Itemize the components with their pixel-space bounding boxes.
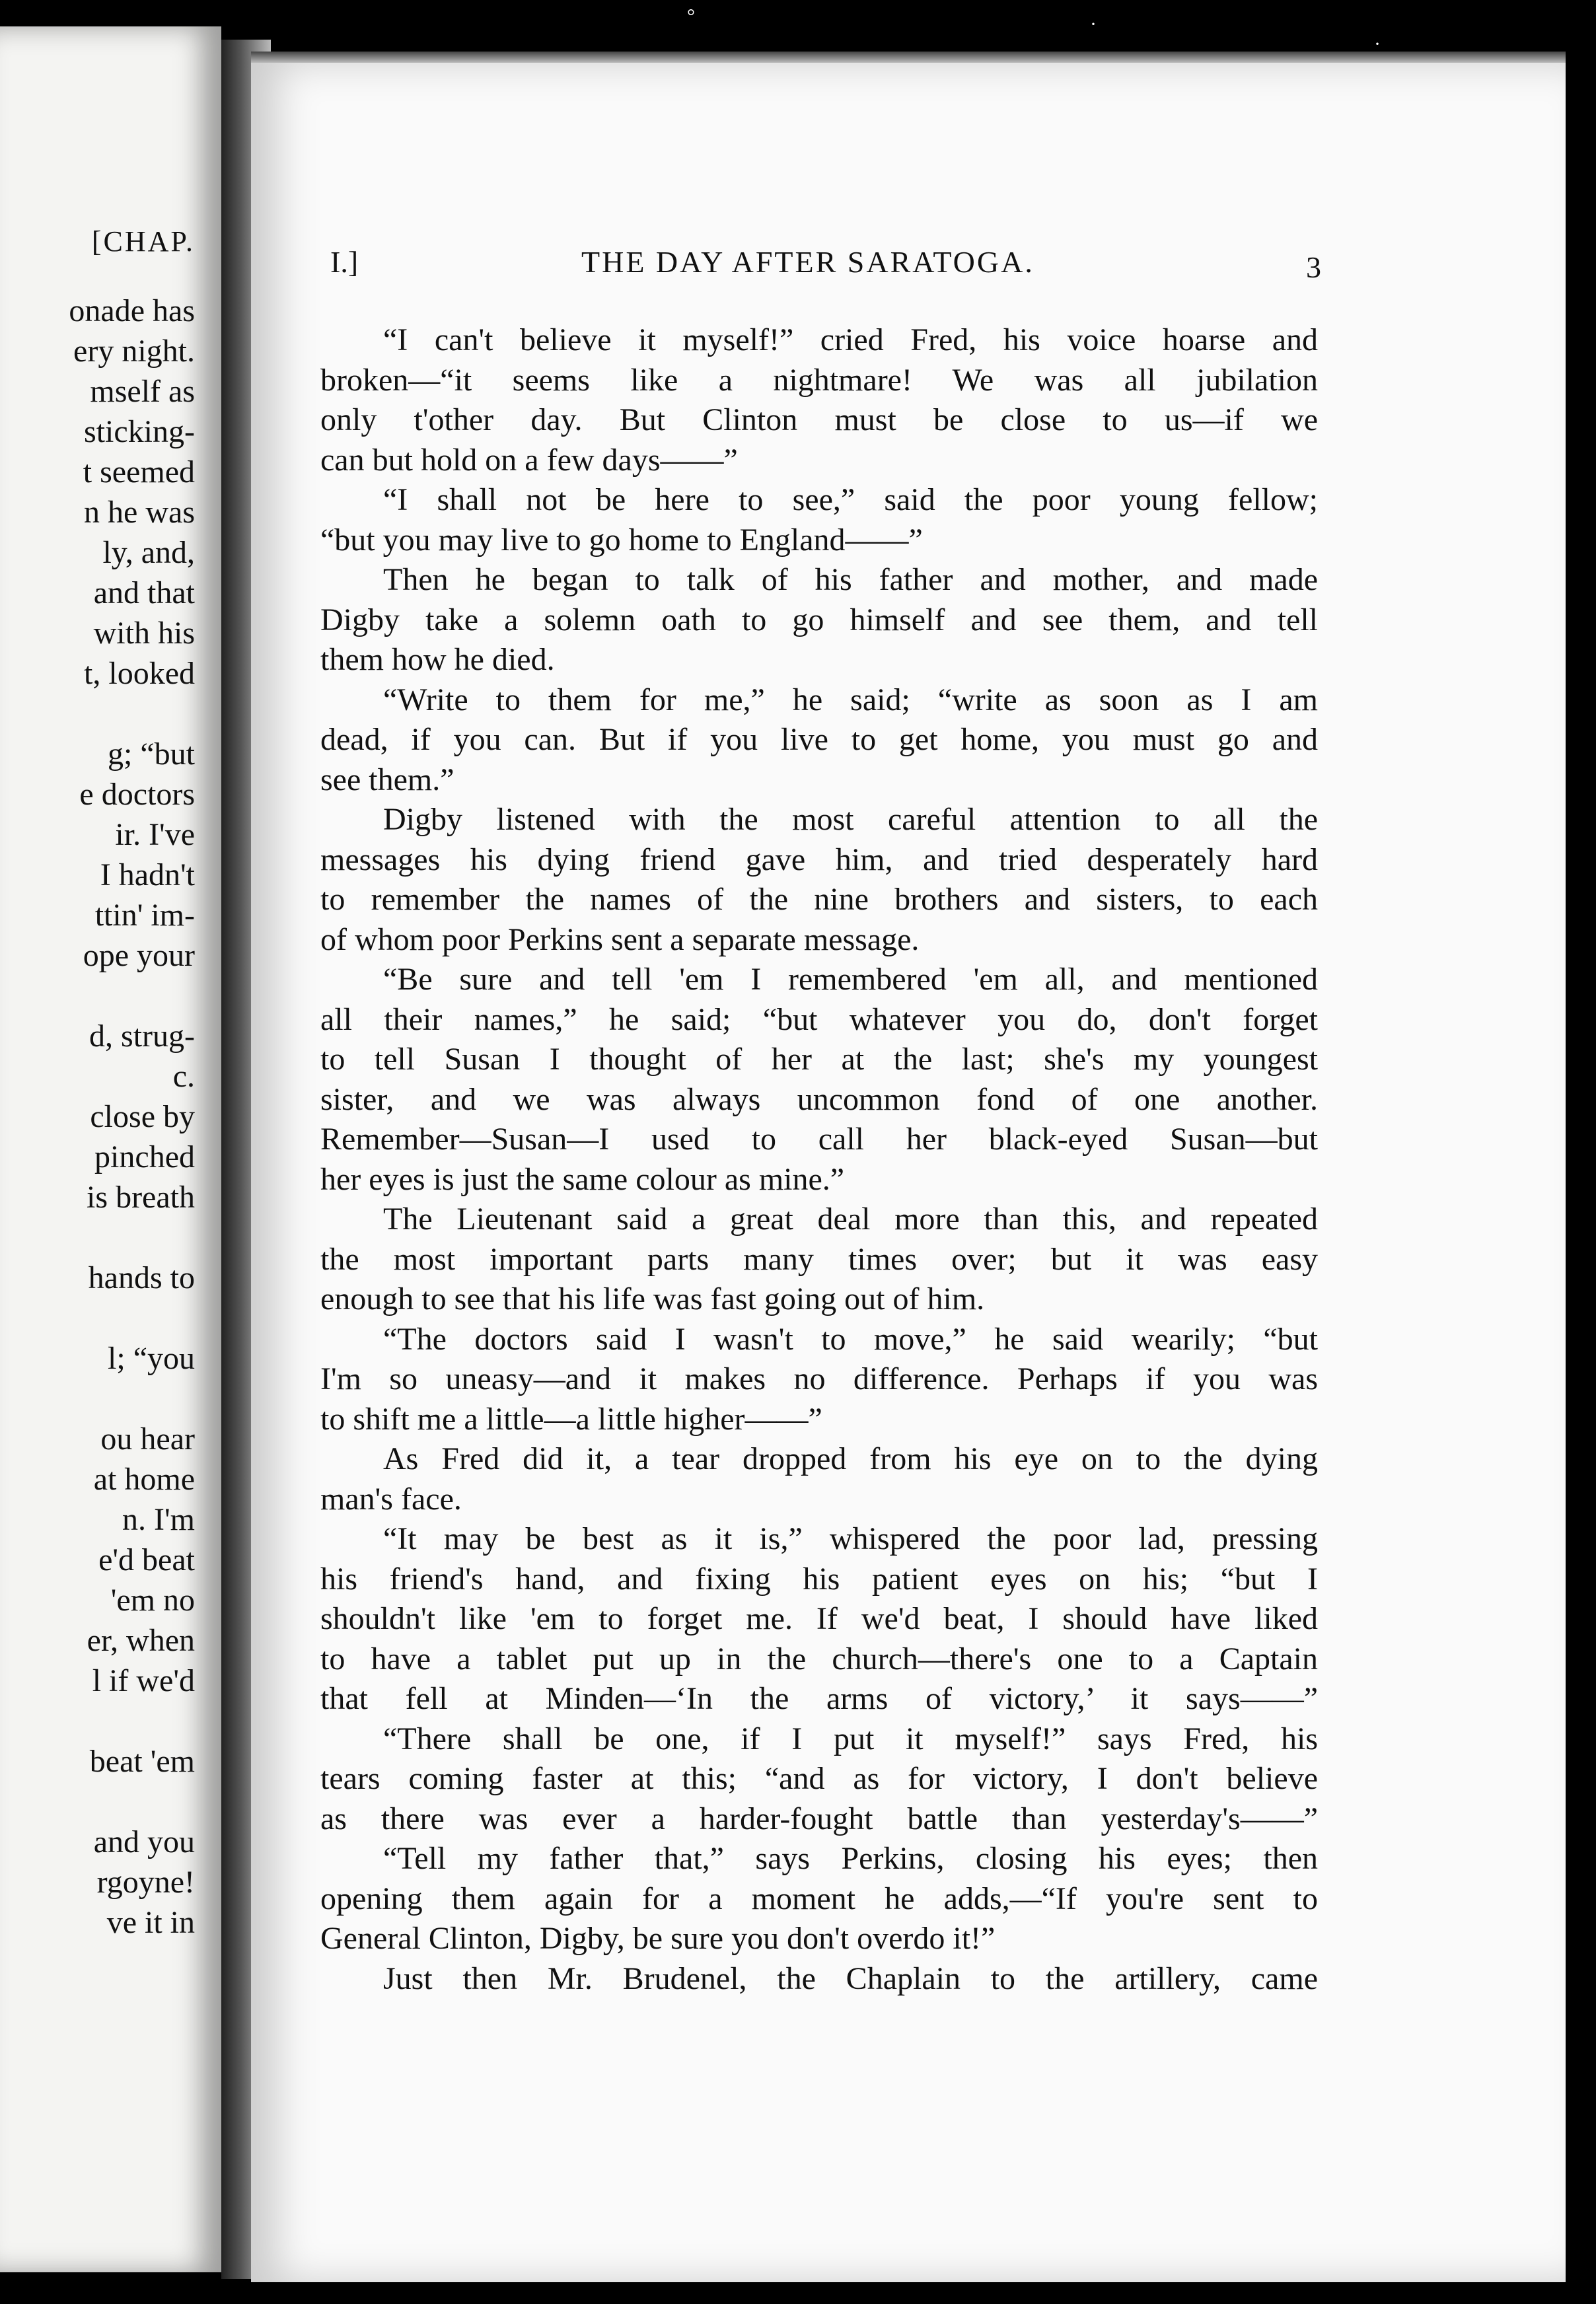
left-page-line bbox=[0, 976, 195, 1016]
left-page-line bbox=[0, 1217, 195, 1258]
page-title: THE DAY AFTER SARATOGA. bbox=[581, 245, 1034, 279]
left-page-line: I hadn't bbox=[100, 857, 195, 892]
text-line: of whom poor Perkins sent a separate message. bbox=[320, 921, 920, 957]
text-line: as there was ever a harder-fought battle than yesterday's——” bbox=[320, 1801, 1318, 1836]
text-line: “The doctors said I wasn't to move,” he said wearily; “but bbox=[383, 1321, 1318, 1357]
left-page-line: ou hear bbox=[100, 1422, 195, 1457]
left-page-line: d, strug- bbox=[89, 1019, 195, 1054]
text-line: “Tell my father that,” says Perkins, closing his eyes; then bbox=[383, 1841, 1318, 1876]
left-page-line: sticking- bbox=[84, 414, 195, 449]
left-page-line: is breath bbox=[87, 1180, 195, 1215]
left-page-line: beat 'em bbox=[89, 1744, 195, 1779]
text-line: Just then Mr. Brudenel, the Chaplain to the artillery, came bbox=[383, 1961, 1318, 1996]
text-line: all their names,” he said; “but whatever you do, don't forget bbox=[320, 1001, 1318, 1037]
left-page-line: c. bbox=[172, 1059, 195, 1094]
scan-speck: · bbox=[1374, 33, 1381, 55]
text-line: to tell Susan I thought of her at the last; she's my youngest bbox=[320, 1042, 1318, 1077]
text-line: Remember—Susan—I used to call her black-eyed Susan—but bbox=[320, 1122, 1318, 1157]
left-page-header: [CHAP. bbox=[91, 225, 195, 258]
text-line: “It may be best as it is,” whispered the poor lad, pressing bbox=[383, 1521, 1318, 1556]
text-line: sister, and we was always uncommon fond of one another. bbox=[320, 1081, 1318, 1117]
left-page-line bbox=[0, 1782, 195, 1822]
left-page-line bbox=[0, 1701, 195, 1741]
left-page-line: l; “you bbox=[108, 1341, 195, 1376]
text-line: can but hold on a few days——” bbox=[320, 442, 738, 478]
left-page-line bbox=[0, 694, 195, 734]
left-page-line: ir. I've bbox=[115, 817, 195, 852]
running-head bbox=[330, 244, 1321, 291]
text-line: shouldn't like 'em to forget me. If we'd beat, I should have liked bbox=[320, 1601, 1318, 1636]
text-line: only t'other day. But Clinton must be close to us—if we bbox=[320, 402, 1318, 437]
left-page-line: onade has bbox=[69, 293, 195, 328]
text-line: to have a tablet put up in the church—there's one to a Captain bbox=[320, 1641, 1318, 1676]
text-line: tears coming faster at this; “and as for victory, I don't believe bbox=[320, 1761, 1318, 1796]
text-line: As Fred did it, a tear dropped from his eye on to the dying bbox=[383, 1441, 1318, 1476]
text-line: opening them again for a moment he adds,—“If you're sent to bbox=[320, 1881, 1318, 1916]
text-line: to remember the names of the nine brothers and sisters, to each bbox=[320, 882, 1318, 917]
text-line: them how he died. bbox=[320, 642, 555, 677]
left-page-line: e doctors bbox=[79, 777, 195, 812]
left-page-line: ly, and, bbox=[102, 535, 195, 570]
text-line: broken—“it seems like a nightmare! We was all jubilation bbox=[320, 362, 1318, 398]
text-line: Digby listened with the most careful attention to all the bbox=[383, 802, 1318, 837]
text-line: Then he began to talk of his father and mother, and made bbox=[383, 562, 1318, 597]
text-line: “I can't believe it myself!” cried Fred, his voice hoarse and bbox=[383, 322, 1318, 357]
left-page-line: mself as bbox=[90, 374, 195, 409]
text-line: “Write to them for me,” he said; “write as soon as I am bbox=[383, 682, 1318, 717]
left-page-line: e'd beat bbox=[98, 1542, 195, 1577]
scan-speck: ° bbox=[687, 5, 695, 27]
left-page-line: t seemed bbox=[83, 454, 195, 489]
text-line: the most important parts many times over; but it was easy bbox=[320, 1241, 1318, 1277]
left-page-line: ttin' im- bbox=[94, 898, 195, 933]
left-page-line: ve it in bbox=[106, 1905, 195, 1940]
text-line: see them.” bbox=[320, 762, 454, 797]
left-page-line: hands to bbox=[88, 1260, 195, 1295]
left-page-line bbox=[0, 1379, 195, 1419]
left-page-line: and you bbox=[93, 1824, 195, 1859]
left-page-line: ope your bbox=[83, 938, 195, 973]
text-line: enough to see that his life was fast going out of him. bbox=[320, 1281, 985, 1316]
left-page-line: t, looked bbox=[84, 656, 195, 691]
text-line: “but you may live to go home to England——” bbox=[320, 522, 923, 558]
left-page-line: er, when bbox=[87, 1623, 195, 1658]
left-page-line: rgoyne! bbox=[96, 1865, 195, 1900]
left-page-line: with his bbox=[93, 616, 195, 651]
left-page-line: at home bbox=[93, 1462, 195, 1497]
scan-speck: · bbox=[1090, 13, 1097, 35]
text-line: General Clinton, Digby, be sure you don't overdo it!” bbox=[320, 1921, 996, 1956]
page-number: 3 bbox=[1306, 250, 1321, 284]
left-page-line: and that bbox=[93, 575, 195, 610]
left-facing-page bbox=[0, 26, 221, 2272]
chapter-number: I.] bbox=[330, 245, 359, 279]
left-page-line: n he was bbox=[84, 495, 195, 530]
text-line: dead, if you can. But if you live to get home, you must go and bbox=[320, 722, 1318, 757]
text-line: “Be sure and tell 'em I remembered 'em all, and mentioned bbox=[383, 962, 1318, 997]
text-line: that fell at Minden—‘In the arms of victory,’ it says——” bbox=[320, 1681, 1318, 1716]
left-page-line: pinched bbox=[94, 1139, 195, 1174]
text-line: her eyes is just the same colour as mine.” bbox=[320, 1161, 845, 1197]
text-line: “I shall not be here to see,” said the poor young fellow; bbox=[383, 482, 1318, 517]
left-page-line: n. I'm bbox=[122, 1502, 195, 1537]
left-page-line: close by bbox=[90, 1099, 195, 1134]
text-line: man's face. bbox=[320, 1481, 462, 1517]
text-line: his friend's hand, and fixing his patient eyes on his; “but I bbox=[320, 1561, 1318, 1597]
text-line: to shift me a little—a little higher——” bbox=[320, 1401, 822, 1437]
left-page-line: g; “but bbox=[108, 737, 195, 772]
text-line: The Lieutenant said a great deal more than this, and repeated bbox=[383, 1202, 1318, 1237]
body-text bbox=[320, 320, 1318, 1999]
left-page-line bbox=[0, 1298, 195, 1338]
left-page-text bbox=[0, 291, 195, 1943]
left-page-line: ery night. bbox=[73, 334, 195, 369]
text-line: messages his dying friend gave him, and tried desperately hard bbox=[320, 842, 1318, 877]
text-line: “There shall be one, if I put it myself!” says Fred, his bbox=[383, 1721, 1318, 1756]
text-line: I'm so uneasy—and it makes no difference. Perhaps if you was bbox=[320, 1361, 1318, 1396]
text-line: Digby take a solemn oath to go himself and see them, and tell bbox=[320, 602, 1318, 637]
left-page-line: l if we'd bbox=[92, 1663, 195, 1698]
left-page-line: 'em no bbox=[110, 1583, 195, 1618]
